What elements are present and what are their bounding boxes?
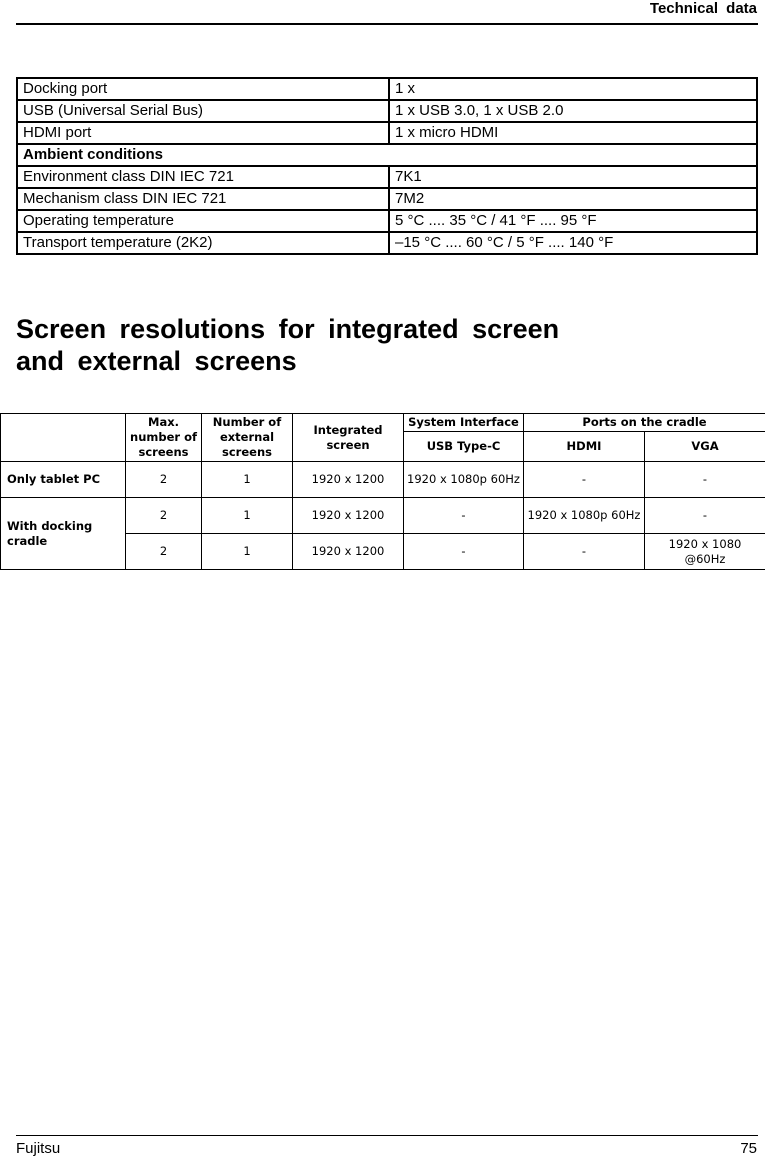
row-label: With docking cradle — [1, 498, 126, 570]
spec-value: 7K1 — [389, 166, 757, 188]
cell-external: 1 — [202, 462, 293, 498]
table-row — [17, 232, 757, 254]
table-row — [17, 78, 757, 100]
footer-brand: Fujitsu — [16, 1140, 61, 1157]
spec-label: Environment class DIN IEC 721 — [17, 166, 389, 188]
table-header-row — [1, 414, 765, 432]
cell-hdmi: 1920 x 1080p 60Hz — [524, 498, 645, 534]
heading-line-1: Screen resolutions for integrated screen — [16, 314, 560, 344]
heading-line-2: and external screens — [16, 346, 297, 376]
section-heading — [16, 313, 716, 377]
header-integrated-screen: Integrated screen — [293, 414, 404, 462]
header-vga: VGA — [645, 432, 765, 462]
cell-external: 1 — [202, 498, 293, 534]
table-row — [17, 188, 757, 210]
table-row — [1, 498, 765, 534]
cell-integrated: 1920 x 1200 — [293, 498, 404, 534]
cell-hdmi: - — [524, 534, 645, 570]
spec-label: USB (Universal Serial Bus) — [17, 100, 389, 122]
spec-label: Mechanism class DIN IEC 721 — [17, 188, 389, 210]
header-ports-cradle: Ports on the cradle — [524, 414, 765, 432]
header-max-screens: Max. number of screens — [126, 414, 202, 462]
table-row — [17, 122, 757, 144]
table-row — [1, 462, 765, 498]
spec-value: –15 °C .... 60 °C / 5 °F .... 140 °F — [389, 232, 757, 254]
cell-integrated: 1920 x 1200 — [293, 534, 404, 570]
table-row — [17, 100, 757, 122]
cell-vga: - — [645, 498, 765, 534]
page-header-title: Technical data — [649, 0, 757, 17]
spec-value: 1 x micro HDMI — [389, 122, 757, 144]
cell-usbc: - — [404, 498, 524, 534]
row-label: Only tablet PC — [1, 462, 126, 498]
cell-vga: 1920 x 1080 @60Hz — [645, 534, 765, 570]
cell-hdmi: - — [524, 462, 645, 498]
footer-rule — [16, 1135, 758, 1136]
spec-value: 1 x — [389, 78, 757, 100]
cell-max: 2 — [126, 462, 202, 498]
cell-vga: - — [645, 462, 765, 498]
header-usb-type-c: USB Type-C — [404, 432, 524, 462]
table-row — [17, 166, 757, 188]
header-hdmi: HDMI — [524, 432, 645, 462]
cell-max: 2 — [126, 498, 202, 534]
spec-value: 5 °C .... 35 °C / 41 °F .... 95 °F — [389, 210, 757, 232]
cell-max: 2 — [126, 534, 202, 570]
cell-usbc: - — [404, 534, 524, 570]
spec-value: 1 x USB 3.0, 1 x USB 2.0 — [389, 100, 757, 122]
spec-table — [16, 77, 758, 255]
cell-external: 1 — [202, 534, 293, 570]
header-empty-cell — [1, 414, 126, 462]
page-number: 75 — [740, 1140, 757, 1157]
header-rule — [16, 23, 758, 25]
spec-value: 7M2 — [389, 188, 757, 210]
resolution-table — [0, 413, 765, 570]
table-section-row — [17, 144, 757, 166]
spec-label: HDMI port — [17, 122, 389, 144]
section-label-ambient: Ambient conditions — [17, 144, 757, 166]
header-system-interface: System Interface — [404, 414, 524, 432]
spec-label: Operating temperature — [17, 210, 389, 232]
table-row — [17, 210, 757, 232]
spec-label: Docking port — [17, 78, 389, 100]
cell-integrated: 1920 x 1200 — [293, 462, 404, 498]
spec-label: Transport temperature (2K2) — [17, 232, 389, 254]
cell-usbc: 1920 x 1080p 60Hz — [404, 462, 524, 498]
header-external-screens: Number of external screens — [202, 414, 293, 462]
